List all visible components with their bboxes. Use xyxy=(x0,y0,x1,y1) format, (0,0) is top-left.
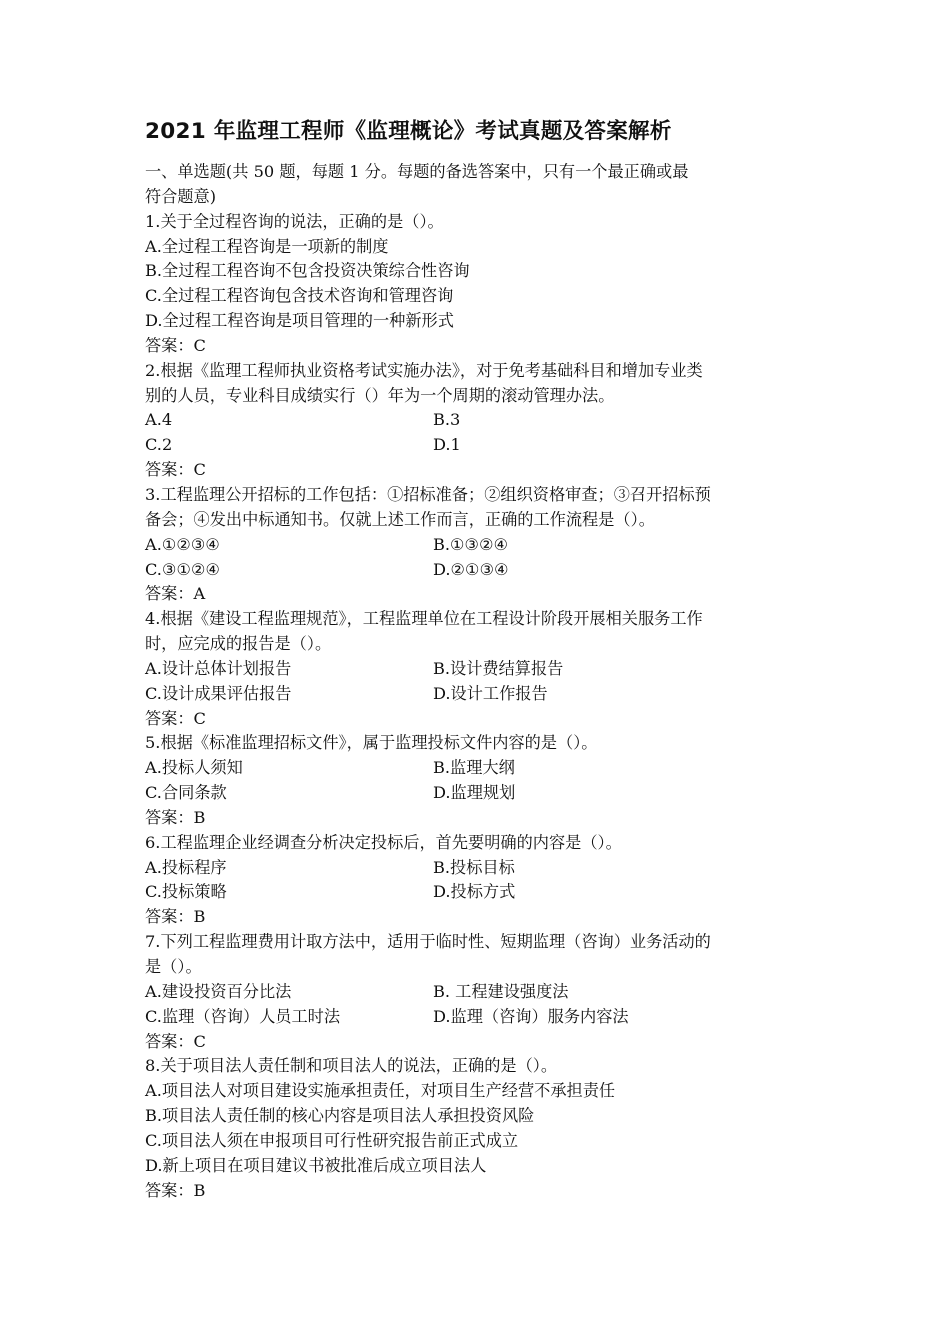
answer: 答案：C xyxy=(145,1031,206,1051)
question-stem: 7.下列工程监理费用计取方法中，适用于临时性、短期监理（咨询）业务活动的 xyxy=(145,932,711,952)
option-d: D.监理规划 xyxy=(433,783,516,803)
question-1 xyxy=(145,210,825,359)
question-8 xyxy=(145,1054,825,1203)
option-b: B.全过程工程咨询不包含投资决策综合性咨询 xyxy=(145,261,470,281)
option-a: A.投标程序 xyxy=(145,857,227,877)
option-a: A.设计总体计划报告 xyxy=(145,658,292,678)
option-b: B.项目法人责任制的核心内容是项目法人承担投资风险 xyxy=(145,1106,535,1126)
question-5 xyxy=(145,731,825,830)
option-d: D.设计工作报告 xyxy=(433,683,548,703)
option-c: C.设计成果评估报告 xyxy=(145,683,292,703)
question-4 xyxy=(145,607,825,731)
answer: 答案：A xyxy=(145,584,206,604)
option-row xyxy=(145,980,825,1005)
option-b: B. 工程建设强度法 xyxy=(433,981,569,1001)
answer: 答案：C xyxy=(145,335,206,355)
question-stem-continued: 备会；④发出中标通知书。仅就上述工作而言，正确的工作流程是（）。 xyxy=(145,509,655,529)
section-heading-line-1: 一、单选题(共 50 题，每题 1 分。每题的备选答案中，只有一个最正确或最 xyxy=(145,162,689,181)
option-c: C.全过程工程咨询包含技术咨询和管理咨询 xyxy=(145,286,454,306)
option-row xyxy=(145,433,825,458)
option-c: C.项目法人须在申报项目可行性研究报告前正式成立 xyxy=(145,1130,519,1150)
question-stem-continued: 别的人员，专业科目成绩实行（）年为一个周期的滚动管理办法。 xyxy=(145,385,615,405)
answer: 答案：B xyxy=(145,907,206,927)
option-b: B.监理大纲 xyxy=(433,758,515,778)
option-a: A.投标人须知 xyxy=(145,758,243,778)
option-row xyxy=(145,781,825,806)
option-row xyxy=(145,408,825,433)
answer: 答案：B xyxy=(145,807,206,827)
option-b: B.设计费结算报告 xyxy=(433,658,564,678)
option-row xyxy=(145,558,825,583)
question-stem: 3.工程监理公开招标的工作包括：①招标准备；②组织资格审查；③召开招标预 xyxy=(145,484,711,504)
option-a: A.①②③④ xyxy=(145,534,220,554)
option-row xyxy=(145,880,825,905)
answer: 答案：C xyxy=(145,708,206,728)
section-heading-line-2: 符合题意) xyxy=(145,186,217,206)
question-7 xyxy=(145,930,825,1054)
answer: 答案：C xyxy=(145,460,206,480)
option-c: C.监理（咨询）人员工时法 xyxy=(145,1006,341,1026)
option-row xyxy=(145,682,825,707)
option-row xyxy=(145,533,825,558)
option-c: C.③①②④ xyxy=(145,559,221,579)
option-row xyxy=(145,1005,825,1030)
question-stem-continued: 时，应完成的报告是（）。 xyxy=(145,634,332,654)
option-a: A.4 xyxy=(145,410,173,430)
option-row xyxy=(145,856,825,881)
option-d: D.监理（咨询）服务内容法 xyxy=(433,1006,629,1026)
option-row xyxy=(145,756,825,781)
option-a: A.建设投资百分比法 xyxy=(145,981,292,1001)
option-d: D.②①③④ xyxy=(433,559,509,579)
option-row xyxy=(145,657,825,682)
question-3 xyxy=(145,483,825,607)
answer: 答案：B xyxy=(145,1180,206,1200)
question-stem: 5.根据《标准监理招标文件》，属于监理投标文件内容的是（）。 xyxy=(145,733,598,753)
option-a: A.项目法人对项目建设实施承担责任，对项目生产经营不承担责任 xyxy=(145,1081,616,1101)
option-c: C.合同条款 xyxy=(145,783,227,803)
question-stem-continued: 是（）。 xyxy=(145,957,202,976)
question-6 xyxy=(145,831,825,930)
question-stem: 2.根据《监理工程师执业资格考试实施办法》，对于免考基础科目和增加专业类 xyxy=(145,360,703,380)
option-c: C.投标策略 xyxy=(145,882,227,902)
option-d: D.投标方式 xyxy=(433,882,516,902)
option-c: C.2 xyxy=(145,435,173,455)
option-b: B.3 xyxy=(433,410,461,430)
question-stem: 1.关于全过程咨询的说法，正确的是（）。 xyxy=(145,211,444,231)
question-2 xyxy=(145,359,825,483)
question-stem: 8.关于项目法人责任制和项目法人的说法，正确的是（）。 xyxy=(145,1056,558,1076)
question-stem: 4.根据《建设工程监理规范》，工程监理单位在工程设计阶段开展相关服务工作 xyxy=(145,609,703,629)
option-b: B.①③②④ xyxy=(433,534,509,554)
option-d: D.全过程工程咨询是项目管理的一种新形式 xyxy=(145,311,454,331)
question-stem: 6.工程监理企业经调查分析决定投标后，首先要明确的内容是（）。 xyxy=(145,832,622,852)
document-title: 2021 年监理工程师《监理概论》考试真题及答案解析 xyxy=(145,119,672,144)
option-d: D.1 xyxy=(433,435,461,455)
option-d: D.新上项目在项目建议书被批准后成立项目法人 xyxy=(145,1155,487,1175)
option-b: B.投标目标 xyxy=(433,857,515,877)
document-page xyxy=(145,112,825,1203)
option-a: A.全过程工程咨询是一项新的制度 xyxy=(145,236,389,256)
